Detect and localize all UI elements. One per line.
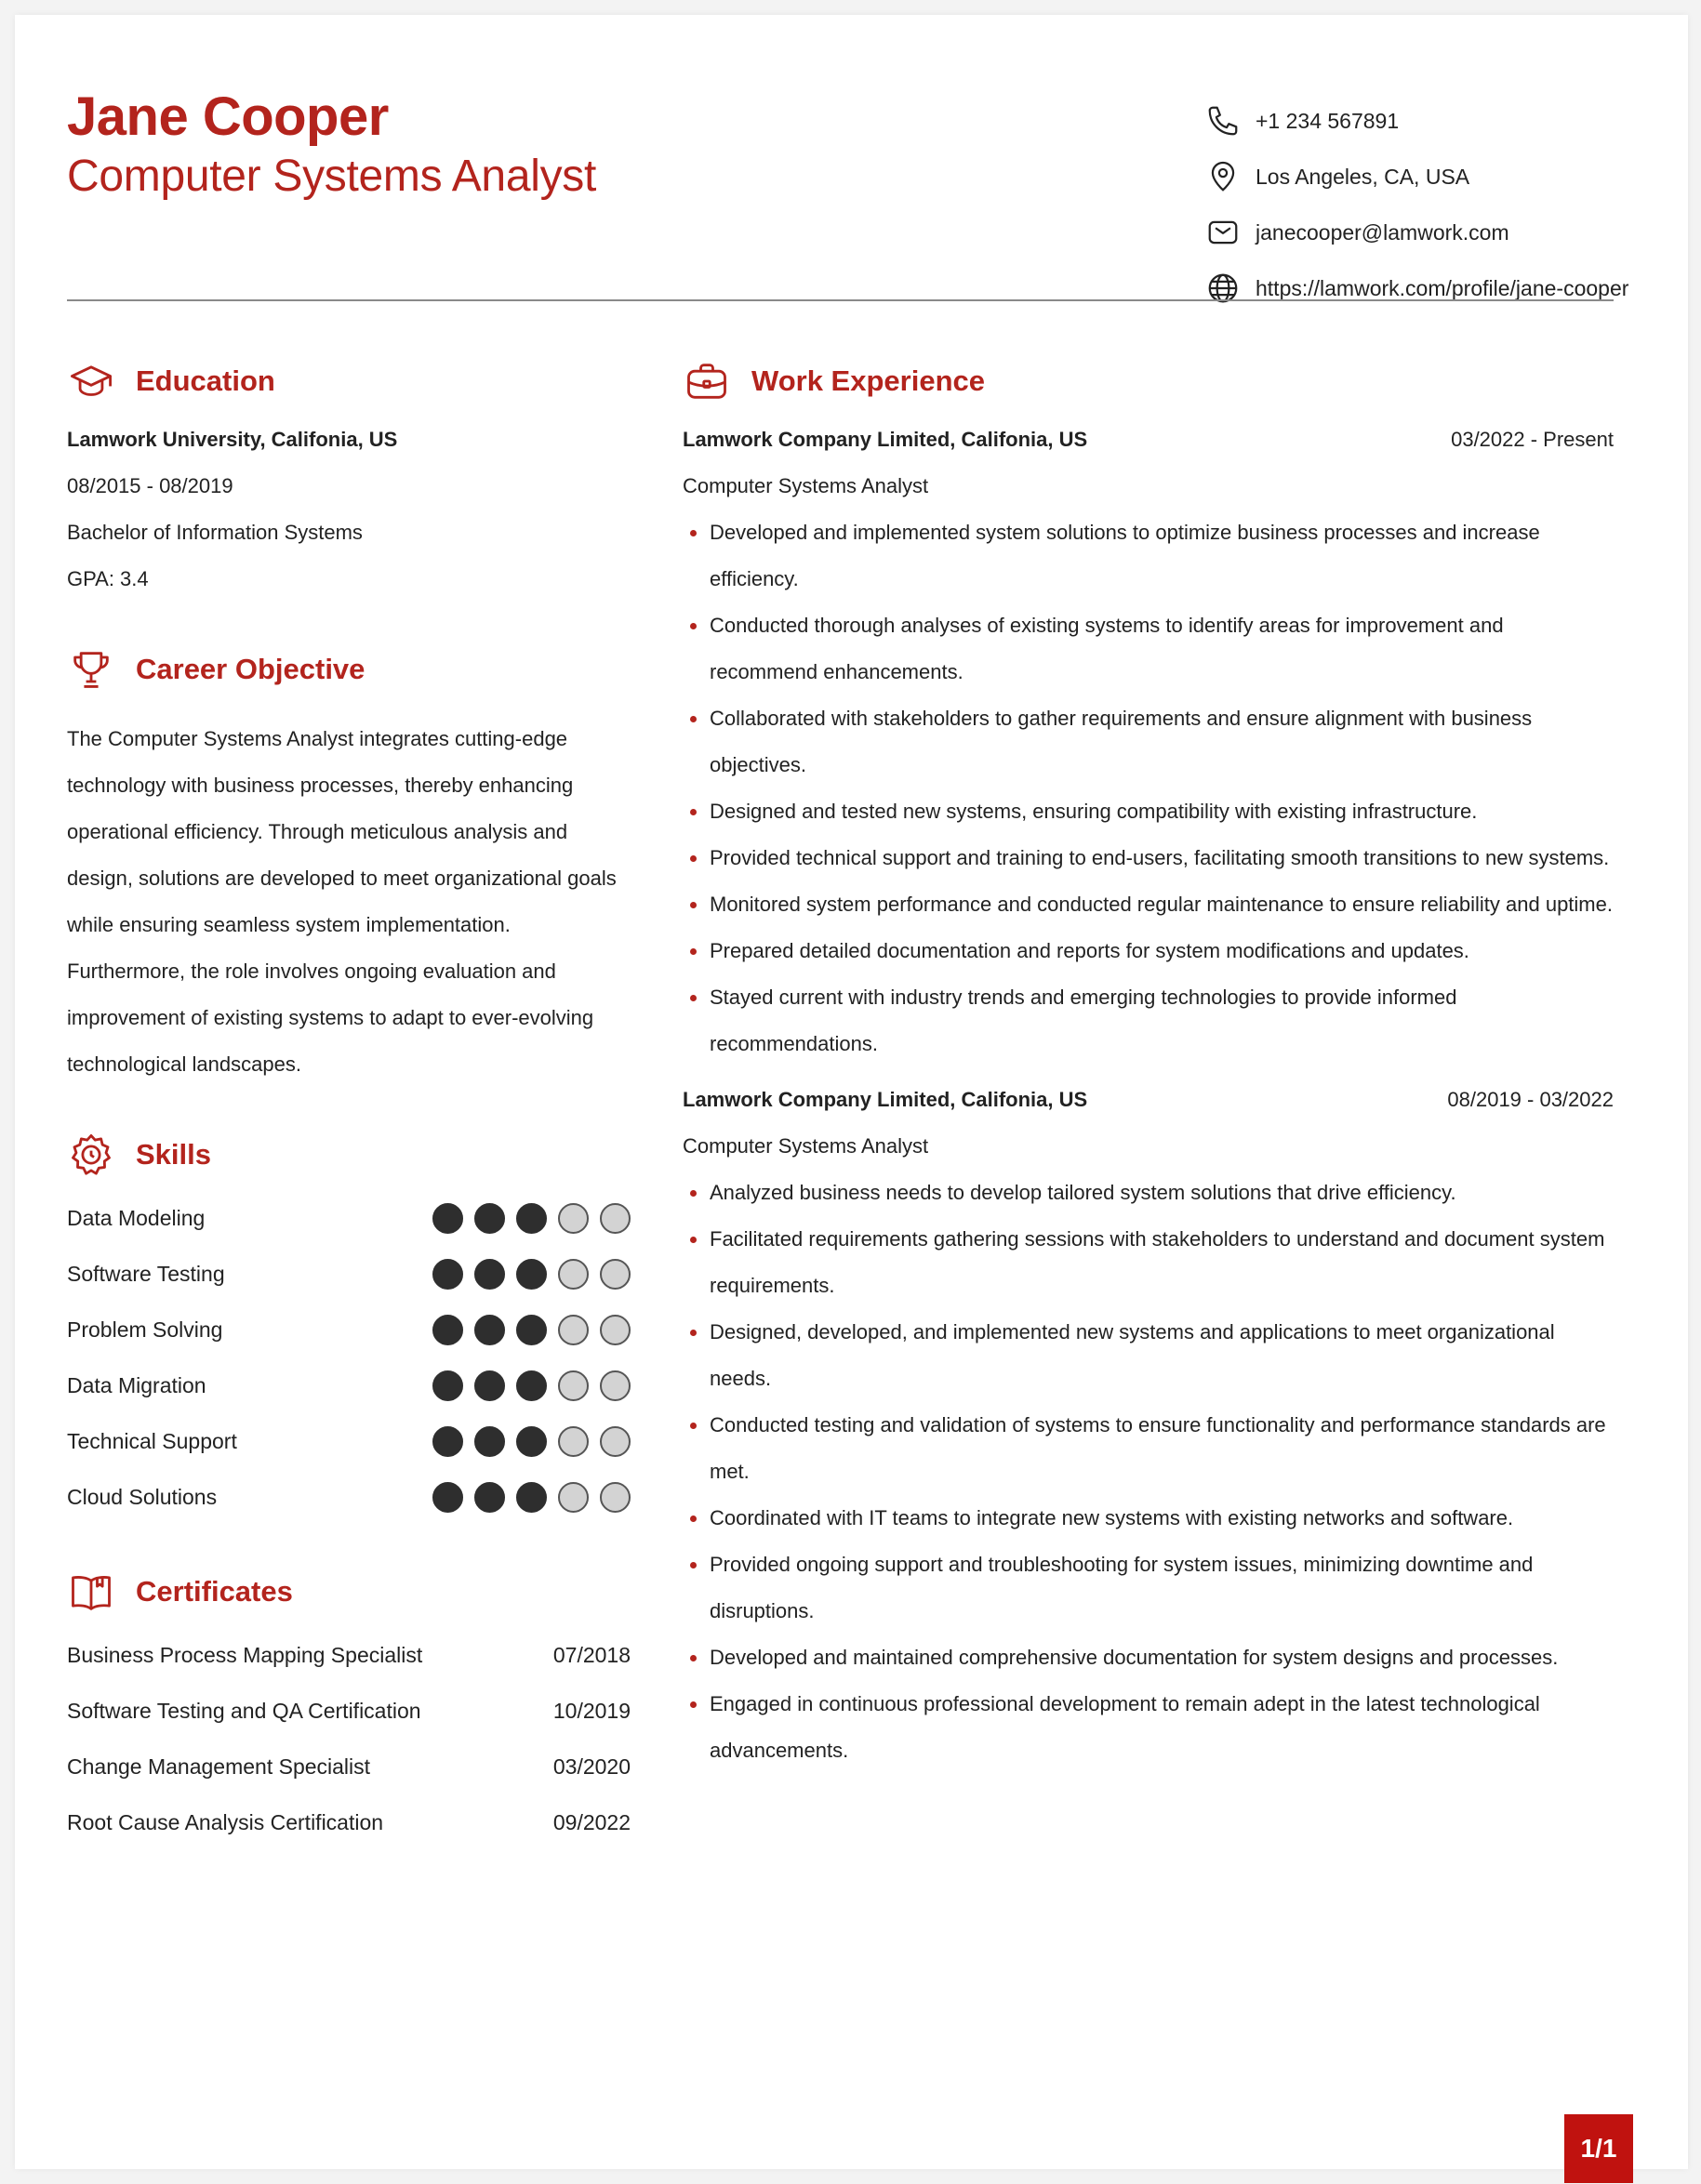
certificate-name: Change Management Specialist [67, 1754, 371, 1779]
job-dates: 03/2022 - Present [1451, 428, 1614, 451]
skill-rating [432, 1259, 631, 1290]
skill-rating [432, 1315, 631, 1345]
education-degree: Bachelor of Information Systems [67, 521, 363, 544]
certificate-name: Root Cause Analysis Certification [67, 1809, 384, 1834]
job-role: Computer Systems Analyst [683, 1134, 929, 1158]
job-bullet: Facilitated requirements gathering sessions with stakeholders to understand and document system requirements. [683, 1216, 1614, 1309]
job-bullet: Conducted thorough analyses of existing systems to identify areas for improvement and recommend enhancements. [683, 602, 1614, 695]
rating-dot-filled [474, 1259, 505, 1290]
job-bullet: Provided ongoing support and troubleshooting for system issues, minimizing downtime and disruptions. [683, 1542, 1614, 1635]
briefcase-icon [683, 357, 731, 405]
rating-dot-filled [474, 1482, 505, 1513]
left-column [67, 350, 631, 1850]
rating-dot-empty [558, 1482, 589, 1513]
objective-text: The Computer Systems Analyst integrates cutting-edge technology with business processes, thereby enhancing operational efficiency. Through meticulous analysis and design, solutions are developed to meet organizational goals while ensuring seamless system implementation. Furthermore, the role involves ongoing evaluation and improvement of existing systems to adapt to ever-evolving technological landscapes. [67, 727, 617, 1076]
education-title: Education [136, 364, 275, 397]
job-bullet: Designed, developed, and implemented new systems and applications to meet organizational needs. [683, 1309, 1614, 1402]
resume-header [67, 71, 1629, 303]
certificate-name: Business Process Mapping Specialist [67, 1642, 423, 1667]
contact-email-text[interactable]: janecooper@lamwork.com [1256, 219, 1509, 245]
candidate-name: Jane Cooper [67, 86, 389, 147]
contact-website-link[interactable]: https://lamwork.com/profile/jane-cooper [1256, 275, 1629, 300]
candidate-title: Computer Systems Analyst [67, 152, 597, 201]
rating-dot-filled [474, 1203, 505, 1234]
trophy-icon [67, 645, 115, 694]
skill-row [67, 1469, 631, 1525]
rating-dot-filled [516, 1203, 547, 1234]
work-heading [683, 350, 1614, 413]
job-entry [683, 417, 1614, 1067]
rating-dot-filled [432, 1315, 463, 1345]
education-heading [67, 350, 625, 413]
rating-dot-empty [558, 1259, 589, 1290]
rating-dot-filled [516, 1370, 547, 1401]
job-bullet: Monitored system performance and conducted regular maintenance to ensure reliability and uptime. [683, 881, 1614, 928]
skill-name: Data Migration [67, 1372, 206, 1397]
job-bullet: Developed and implemented system solutions to optimize business processes and increase efficiency. [683, 510, 1614, 602]
skill-row [67, 1302, 631, 1357]
skills-title: Skills [136, 1138, 211, 1171]
job-entry [683, 1077, 1614, 1774]
job-bullet: Coordinated with IT teams to integrate new systems with existing networks and software. [683, 1495, 1614, 1542]
contact-location-text: Los Angeles, CA, USA [1256, 164, 1470, 189]
job-bullet: Designed and tested new systems, ensuring compatibility with existing infrastructure. [683, 788, 1614, 835]
certificate-name: Software Testing and QA Certification [67, 1698, 421, 1723]
job-company: Lamwork Company Limited, Califonia, US [683, 428, 1088, 451]
contact-phone [1205, 93, 1628, 149]
phone-icon [1205, 103, 1241, 139]
job-bullets [683, 510, 1614, 1067]
education-school: Lamwork University, Califonia, US [67, 428, 398, 451]
skill-rating [432, 1426, 631, 1457]
contact-phone-text: +1 234 567891 [1256, 108, 1400, 133]
job-bullet: Stayed current with industry trends and emerging technologies to provide informed recommendations. [683, 974, 1614, 1067]
rating-dot-empty [600, 1259, 631, 1290]
education-dates: 08/2015 - 08/2019 [67, 474, 233, 497]
job-bullet: Provided technical support and training to end-users, facilitating smooth transitions to new systems. [683, 835, 1614, 881]
certificate-date: 07/2018 [552, 1642, 631, 1667]
certificates-heading [67, 1560, 625, 1623]
job-role: Computer Systems Analyst [683, 474, 929, 497]
header-divider [67, 299, 1614, 301]
contact-list [1205, 93, 1628, 316]
work-title: Work Experience [751, 364, 985, 397]
rating-dot-empty [558, 1315, 589, 1345]
job-bullets [683, 1170, 1614, 1774]
certificate-date: 09/2022 [552, 1809, 631, 1834]
rating-dot-filled [474, 1426, 505, 1457]
rating-dot-empty [600, 1482, 631, 1513]
rating-dot-empty [600, 1315, 631, 1345]
rating-dot-filled [432, 1259, 463, 1290]
skill-name: Software Testing [67, 1261, 225, 1286]
job-bullet: Engaged in continuous professional development to remain adept in the latest technological advancements. [683, 1681, 1614, 1774]
certificate-row [67, 1627, 631, 1683]
rating-dot-filled [516, 1426, 547, 1457]
skill-name: Technical Support [67, 1428, 237, 1453]
education-entry [67, 417, 625, 602]
certificates-list [67, 1627, 631, 1850]
job-bullet: Conducted testing and validation of systems to ensure functionality and performance standards are met. [683, 1402, 1614, 1495]
location-pin-icon [1205, 159, 1241, 194]
skills-list [67, 1190, 625, 1525]
rating-dot-filled [432, 1426, 463, 1457]
rating-dot-filled [516, 1259, 547, 1290]
skill-row [67, 1190, 631, 1246]
rating-dot-empty [600, 1426, 631, 1457]
rating-dot-filled [516, 1315, 547, 1345]
contact-email [1205, 205, 1628, 260]
rating-dot-filled [432, 1482, 463, 1513]
page-indicator[interactable]: 1/1 [1564, 2114, 1633, 2183]
rating-dot-empty [558, 1370, 589, 1401]
certificate-row [67, 1794, 631, 1850]
skill-rating [432, 1203, 631, 1234]
rating-dot-empty [600, 1203, 631, 1234]
job-header [683, 1077, 1614, 1123]
objective-title: Career Objective [136, 653, 365, 685]
certificate-row [67, 1739, 631, 1794]
skill-row [67, 1357, 631, 1413]
right-column [683, 350, 1614, 1774]
objective-heading [67, 638, 625, 701]
job-company: Lamwork Company Limited, Califonia, US [683, 1088, 1088, 1111]
open-book-icon [67, 1568, 115, 1616]
graduation-cap-icon [67, 357, 115, 405]
skill-rating [432, 1370, 631, 1401]
certificate-row [67, 1683, 631, 1739]
job-bullet: Analyzed business needs to develop tailored system solutions that drive efficiency. [683, 1170, 1614, 1216]
contact-location [1205, 149, 1628, 205]
education-gpa: GPA: 3.4 [67, 567, 149, 590]
resume-page [15, 15, 1688, 2169]
skill-name: Problem Solving [67, 1317, 223, 1342]
skills-heading [67, 1123, 625, 1186]
mail-icon [1205, 215, 1241, 250]
rating-dot-filled [474, 1315, 505, 1345]
rating-dot-filled [474, 1370, 505, 1401]
skill-rating [432, 1482, 631, 1513]
skill-name: Cloud Solutions [67, 1484, 218, 1509]
contact-website [1205, 260, 1628, 316]
job-bullet: Collaborated with stakeholders to gather requirements and ensure alignment with business objectives. [683, 695, 1614, 788]
rating-dot-filled [432, 1203, 463, 1234]
certificate-date: 10/2019 [552, 1698, 631, 1723]
rating-dot-filled [516, 1482, 547, 1513]
skill-row [67, 1413, 631, 1469]
rating-dot-empty [558, 1203, 589, 1234]
skill-name: Data Modeling [67, 1205, 206, 1230]
job-header [683, 417, 1614, 463]
skill-row [67, 1246, 631, 1302]
rating-dot-empty [600, 1370, 631, 1401]
rating-dot-empty [558, 1426, 589, 1457]
certificate-date: 03/2020 [552, 1754, 631, 1779]
job-bullet: Prepared detailed documentation and reports for system modifications and updates. [683, 928, 1614, 974]
settings-gear-icon [67, 1131, 115, 1179]
job-bullet: Developed and maintained comprehensive documentation for system designs and processes. [683, 1635, 1614, 1681]
rating-dot-filled [432, 1370, 463, 1401]
job-dates: 08/2019 - 03/2022 [1447, 1088, 1614, 1111]
certificates-title: Certificates [136, 1575, 293, 1608]
